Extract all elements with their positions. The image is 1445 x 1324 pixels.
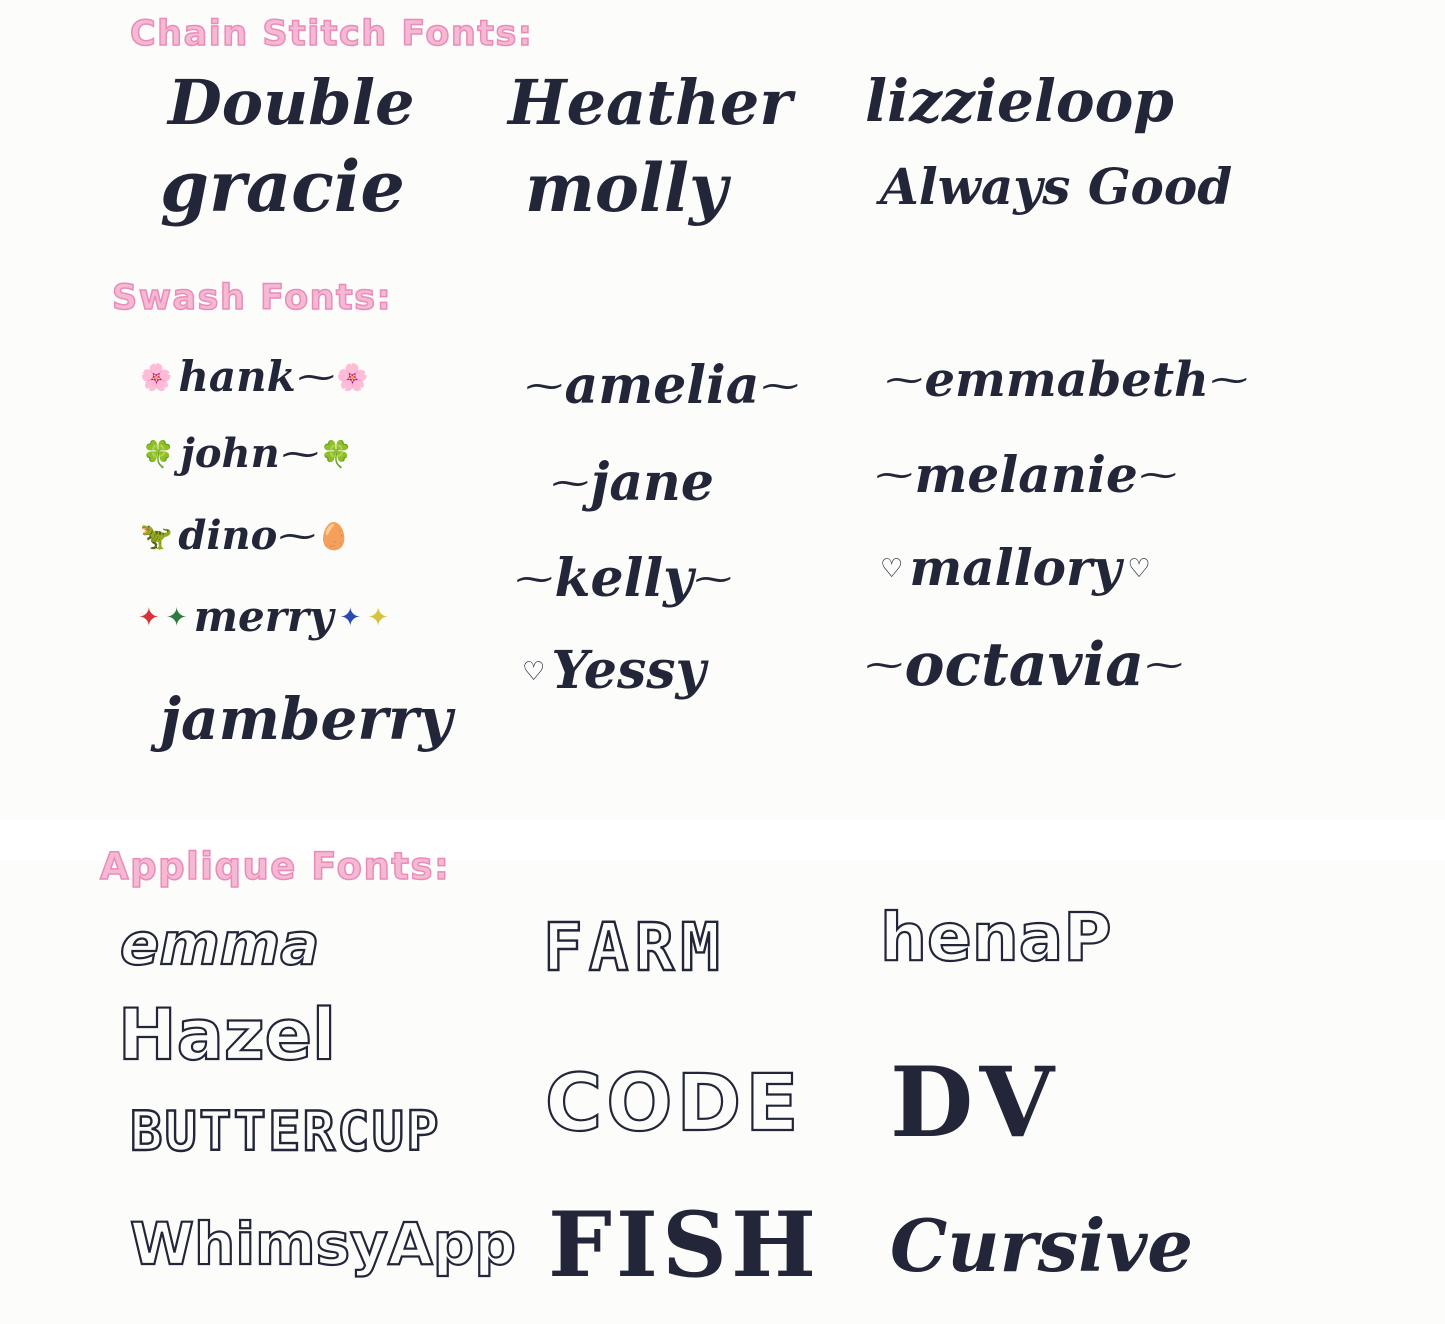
swash-flourish: ~ xyxy=(1141,645,1188,685)
sample-swash-emmabeth-row xyxy=(881,352,1252,408)
swash-flourish: ~ xyxy=(1206,360,1252,400)
swash-flourish: ~ xyxy=(277,433,323,474)
sample-chain-gracie: gracie xyxy=(160,145,405,228)
ladybug-icon: 🌸 xyxy=(336,361,369,392)
section-heading-applique: Applique Fonts: xyxy=(100,845,451,888)
swash-flourish: ~ xyxy=(861,645,908,685)
swash-flourish: ~ xyxy=(511,558,558,599)
sample-swash-mallory-row xyxy=(880,538,1151,597)
sample-swash-mallory: mallory xyxy=(909,538,1122,597)
sample-applique-farm: FARM xyxy=(543,909,726,986)
string-lights-icon: ✦ xyxy=(367,601,390,632)
sample-chain-lizzieloop: lizzieloop xyxy=(865,67,1174,135)
sample-applique-code: CODE xyxy=(545,1059,803,1149)
section-heading-chain-stitch: Chain Stitch Fonts: xyxy=(130,14,534,54)
sample-swash-yessy: Yessy xyxy=(551,640,706,701)
sample-swash-john: john xyxy=(180,430,280,477)
sample-swash-melanie-row xyxy=(871,445,1181,504)
sample-swash-john-row xyxy=(142,430,353,477)
sample-applique-henap: henaP xyxy=(880,899,1112,976)
sample-swash-amelia: amelia xyxy=(564,355,760,416)
sample-chain-double: Double xyxy=(168,66,415,139)
sample-applique-buttercup: BUTTERCUP xyxy=(130,1100,441,1163)
sample-swash-merry: merry xyxy=(193,592,334,641)
sample-swash-melanie: melanie xyxy=(914,445,1138,504)
sample-swash-kelly: kelly xyxy=(554,548,694,609)
sample-swash-jane-row xyxy=(547,452,714,513)
sample-chain-heather: Heather xyxy=(508,66,793,139)
sample-swash-amelia-row xyxy=(521,355,803,416)
sample-swash-jane: jane xyxy=(590,452,714,513)
dinosaur-icon: 🦖 xyxy=(140,520,173,551)
heart-icon: ♡ xyxy=(880,552,904,583)
sample-swash-kelly-row xyxy=(511,548,737,609)
sample-swash-hank: hank xyxy=(178,352,296,401)
string-lights-icon: ✦ xyxy=(339,601,362,632)
swash-flourish: ~ xyxy=(690,558,737,599)
sample-chain-molly: molly xyxy=(525,149,728,227)
sample-applique-whimsyapp: WhimsyApp xyxy=(130,1210,516,1278)
sample-applique-hazel: Hazel xyxy=(118,994,337,1076)
swash-flourish: ~ xyxy=(756,365,803,406)
swash-flourish: ~ xyxy=(881,360,928,400)
sample-swash-dino: dino xyxy=(178,512,278,559)
sample-chain-always-good: Always Good xyxy=(880,157,1233,216)
sample-swash-hank-row xyxy=(140,352,369,401)
holly-leaf-icon: 🍀 xyxy=(320,438,353,469)
sample-applique-fish: FISH xyxy=(548,1192,821,1298)
heart-icon: ♡ xyxy=(522,655,546,686)
sample-swash-emmabeth: emmabeth xyxy=(924,352,1209,408)
swash-flourish: ~ xyxy=(547,462,594,503)
string-lights-icon: ✦ xyxy=(165,601,188,632)
swash-flourish: ~ xyxy=(1135,454,1181,495)
swash-flourish: ~ xyxy=(521,365,568,406)
holly-leaf-icon: 🍀 xyxy=(142,438,175,469)
swash-flourish: ~ xyxy=(293,356,339,397)
ladybug-icon: 🌸 xyxy=(140,361,173,392)
sample-swash-yessy-row xyxy=(522,640,706,701)
sample-swash-jamberry: jamberry xyxy=(160,685,453,753)
sample-swash-octavia: octavia xyxy=(904,630,1145,700)
sample-swash-octavia-row xyxy=(861,630,1188,700)
sample-applique-cursive: Cursive xyxy=(890,1203,1194,1288)
heart-icon: ♡ xyxy=(1127,552,1151,583)
string-lights-icon: ✦ xyxy=(138,601,160,632)
section-heading-swash: Swash Fonts: xyxy=(112,278,393,318)
sample-swash-merry-row xyxy=(138,592,389,641)
swash-flourish: ~ xyxy=(871,454,918,495)
sample-applique-emma: emma xyxy=(120,910,320,978)
sample-swash-dino-row xyxy=(140,512,350,559)
sample-applique-dv: DV xyxy=(890,1046,1063,1159)
swash-flourish: ~ xyxy=(274,515,321,556)
dino-egg-icon: 🥚 xyxy=(317,520,351,551)
